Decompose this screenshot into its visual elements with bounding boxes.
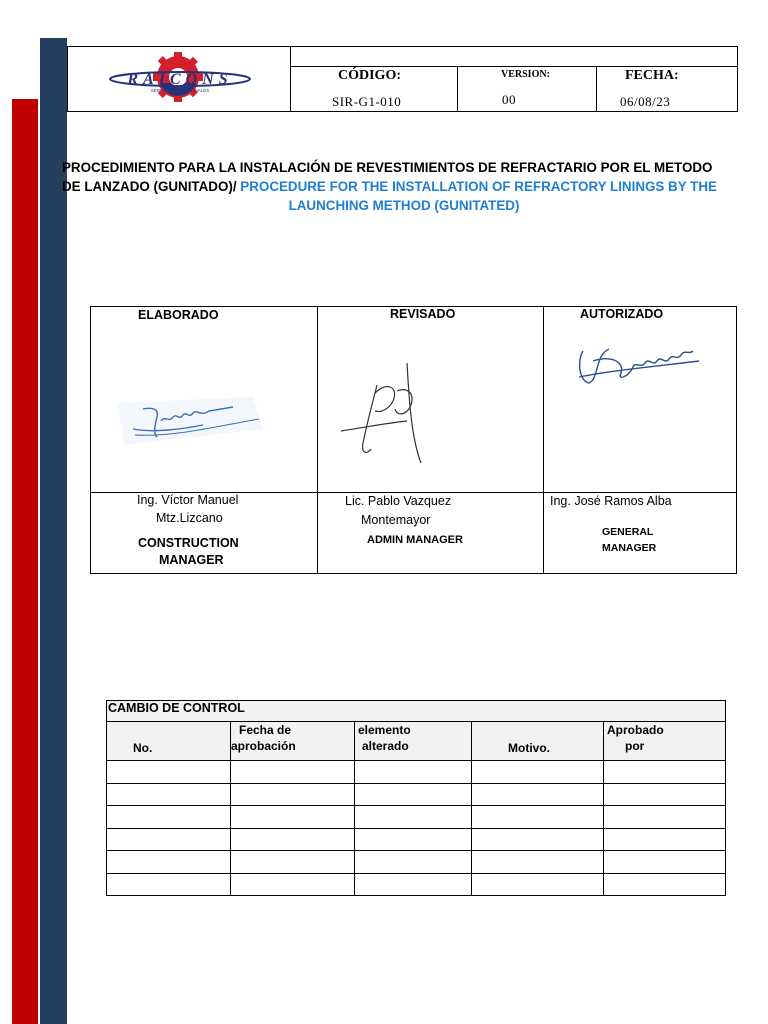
autorizado-name: Ing. José Ramos Alba	[550, 494, 672, 508]
autorizado-role-2: MANAGER	[602, 542, 657, 554]
header-top-strip	[290, 47, 737, 67]
col-fecha-header: Fecha de aprobación	[231, 722, 355, 761]
table-row	[107, 806, 726, 829]
revisado-signature	[337, 357, 477, 477]
logo-cell	[68, 47, 291, 111]
document-header-table	[67, 46, 738, 112]
title-spanish-line1: PROCEDIMIENTO PARA LA INSTALACIÓN DE REVESTIMIENTOS DE REFRACTARIO POR EL METODO	[62, 160, 713, 175]
signature-table	[90, 306, 737, 574]
svg-text:SERVICIOS INDUSTRIALES: SERVICIOS INDUSTRIALES	[150, 88, 210, 93]
revisado-role: ADMIN MANAGER	[367, 534, 463, 546]
elaborado-role-2: MANAGER	[159, 553, 224, 567]
revisado-name-1: Lic. Pablo Vazquez	[345, 494, 452, 508]
title-english-line2: PROCEDURE FOR THE INSTALLATION OF REFRACTORY LININGS BY THE	[240, 179, 717, 194]
elaborado-label: ELABORADO	[138, 308, 219, 322]
col-motivo-header: Motivo.	[472, 722, 604, 761]
table-row	[107, 873, 726, 896]
elaborado-role-1: CONSTRUCTION	[138, 536, 239, 550]
title-spanish-line2: DE LANZADO (GUNITADO)/	[62, 179, 237, 194]
codigo-value: SIR-G1-010	[332, 94, 402, 109]
elaborado-name-1: Ing. Víctor Manuel	[137, 493, 239, 507]
fecha-cell	[596, 66, 737, 111]
codigo-cell	[290, 66, 458, 111]
col-elemento-header: elemento alterado	[355, 722, 472, 761]
autorizado-role-1: GENERAL	[602, 526, 654, 538]
revisado-name-2: Montemayor	[361, 513, 431, 527]
col-no-header: No.	[107, 722, 231, 761]
svg-text:RAICONS: RAICONS	[127, 71, 233, 88]
table-row	[107, 851, 726, 874]
table-row	[107, 828, 726, 851]
raicons-logo	[68, 47, 290, 111]
fecha-label: FECHA:	[625, 68, 679, 83]
version-value: 00	[502, 92, 516, 107]
version-label: VERSION:	[501, 69, 550, 80]
document-title	[62, 158, 746, 215]
revisado-label: REVISADO	[390, 307, 456, 321]
autorizado-label: AUTORIZADO	[580, 307, 664, 321]
change-control-caption: CAMBIO DE CONTROL	[107, 701, 726, 722]
left-red-bar	[12, 99, 38, 1024]
table-row	[107, 761, 726, 784]
version-cell	[457, 66, 597, 111]
fecha-value: 06/08/23	[620, 94, 671, 109]
col-aprobado-header: Aprobado por	[604, 722, 726, 761]
elaborado-name-2: Mtz.Lizcano	[156, 511, 223, 525]
change-control-table	[106, 700, 726, 896]
codigo-label: CÓDIGO:	[338, 68, 401, 83]
title-english-line3: LAUNCHING METHOD (GUNITATED)	[288, 198, 520, 213]
table-row	[107, 783, 726, 806]
elaborado-signature	[113, 367, 273, 457]
autorizado-signature	[569, 321, 709, 401]
